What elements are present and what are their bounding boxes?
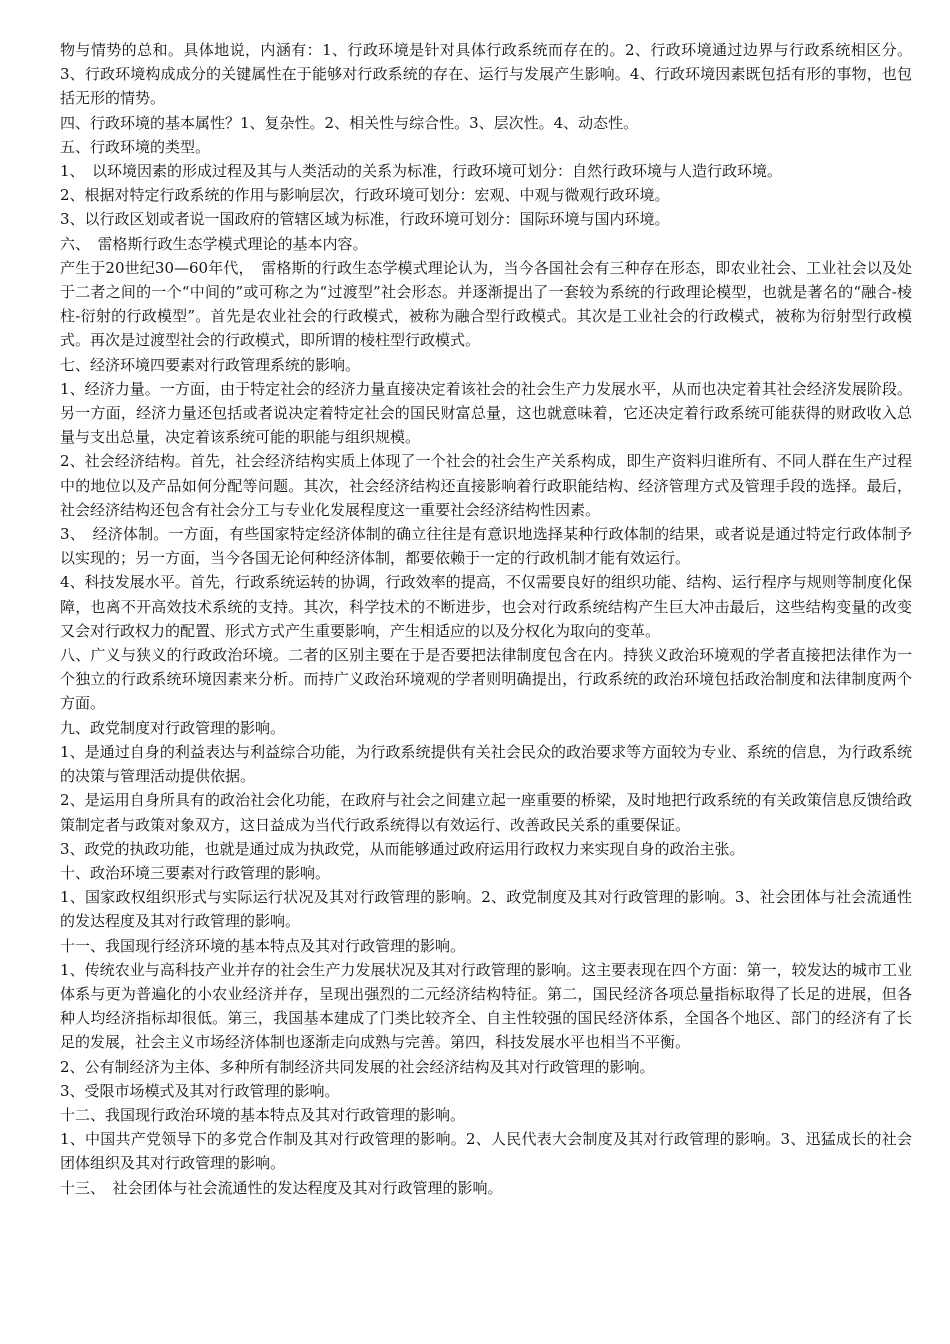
paragraph-env-definition-continued: 物与情势的总和。具体地说，内涵有：1、行政环境是针对具体行政系统而存在的。2、行政环境通过边界与行政系统相区分。3、行政环境构成成分的关键属性在于能够对行政系统的存在、运行与发展产生影响。4、行政环境因素既包括有形的事物，也包括无形的情势。	[60, 41, 912, 108]
heading-section-10: 十、政治环境三要素对行政管理的影响。	[60, 863, 331, 882]
document-page	[60, 38, 912, 1200]
heading-section-5: 五、行政环境的类型。	[60, 137, 211, 156]
paragraph-section-12: 1、中国共产党领导下的多党合作制及其对行政管理的影响。2、人民代表大会制度及其对行政管理的影响。3、迅猛成长的社会团体组织及其对行政管理的影响。	[60, 1130, 912, 1173]
list-item-11-1: 1、传统农业与高科技产业并存的社会生产力发展状况及其对行政管理的影响。这主要表现在四个方面：第一，较发达的城市工业体系与更为普遍化的小农业经济并存，呈现出强烈的二元经济结构特征。第二，国民经济各项总量指标取得了长足的进展，但各种人均经济指标却很低。第三，我国基本建成了门类比较齐全、自主性较强的国民经济体系，全国各个地区、部门的经济有了长足的发展，社会主义市场经济体制也逐渐走向成熟与完善。第四，科技发展水平也相当不平衡。	[60, 960, 912, 1052]
list-item-5-3: 3、以行政区划或者说一国政府的管辖区域为标准，行政环境可划分：国际环境与国内环境。	[60, 210, 670, 229]
list-item-7-4: 4、科技发展水平。首先，行政系统运转的协调，行政效率的提高，不仅需要良好的组织功能、结构、运行程序与规则等制度化保障，也离不开高效技术系统的支持。其次，科学技术的不断进步，也会对行政系统结构产生巨大冲击最后，这些结构变量的改变又会对行政权力的配置、形式方式产生重要影响，产生相适应的以及分权化为取向的变革。	[60, 573, 912, 640]
heading-section-12: 十二、我国现行政治环境的基本特点及其对行政管理的影响。	[60, 1105, 466, 1124]
list-item-5-1: 1、 以环境因素的形成过程及其与人类活动的关系为标准，行政环境可划分：自然行政环境与人造行政环境。	[60, 162, 783, 181]
list-item-9-3: 3、政党的执政功能，也就是通过成为执政党，从而能够通过政府运用行政权力来实现自身的政治主张。	[60, 839, 745, 858]
list-item-9-2: 2、是运用自身所具有的政治社会化功能，在政府与社会之间建立起一座重要的桥梁，及时地把行政系统的有关政策信息反馈给政策制定者与政策对象双方，这日益成为当代行政系统得以有效运行、改善政民关系的重要保证。	[60, 791, 912, 834]
paragraph-section-8: 八、广义与狭义的行政政治环境。二者的区别主要在于是否要把法律制度包含在内。持狭义政治环境观的学者直接把法律作为一个独立的行政系统环境因素来分析。而持广义政治环境观的学者则明确提出，行政系统的政治环境包括政治制度和法律制度两个方面。	[60, 646, 912, 713]
list-item-7-2: 2、社会经济结构。首先，社会经济结构实质上体现了一个社会的社会生产关系构成，即生产资料归谁所有、不同人群在生产过程中的地位以及产品如何分配等问题。其次，社会经济结构还直接影响着行政职能结构、经济管理方式及管理手段的选择。最后，社会经济结构还包含有社会分工与专业化发展程度这一重要社会经济结构性因素。	[60, 452, 912, 519]
heading-section-7: 七、经济环境四要素对行政管理系统的影响。	[60, 355, 361, 374]
heading-section-6: 六、 雷格斯行政生态学模式理论的基本内容。	[60, 234, 368, 253]
heading-section-13: 十三、 社会团体与社会流通性的发达程度及其对行政管理的影响。	[60, 1178, 503, 1197]
list-item-7-3: 3、 经济体制。一方面，有些国家特定经济体制的确立往往是有意识地选择某种行政体制的结果，或者说是通过特定行政体制予以实现的；另一方面，当今各国无论何种经济体制，都要依赖于一定的行政机制才能有效运行。	[60, 525, 912, 568]
list-item-5-2: 2、根据对特定行政系统的作用与影响层次，行政环境可划分：宏观、中观与微观行政环境。	[60, 186, 670, 205]
heading-section-11: 十一、我国现行经济环境的基本特点及其对行政管理的影响。	[60, 936, 466, 955]
list-item-11-2: 2、公有制经济为主体、多种所有制经济共同发展的社会经济结构及其对行政管理的影响。	[60, 1057, 655, 1076]
heading-section-4: 四、行政环境的基本属性？1、复杂性。2、相关性与综合性。3、层次性。4、动态性。	[60, 113, 639, 132]
paragraph-section-6: 产生于20世纪30—60年代， 雷格斯的行政生态学模式理论认为，当今各国社会有三种存在形态，即农业社会、工业社会以及处于二者之间的一个“中间的”或可称之为“过渡型”社会形态。并逐渐提出了一套较为系统的行政理论模型，也就是著名的“融合-棱柱-衍射的行政模型”。首先是农业社会的行政模式，被称为融合型行政模式。其次是工业社会的行政模式，被称为衍射型行政模式。再次是过渡型社会的行政模式，即所谓的棱柱型行政模式。	[60, 258, 912, 350]
paragraph-section-10: 1、国家政权组织形式与实际运行状况及其对行政管理的影响。2、政党制度及其对行政管理的影响。3、社会团体与社会流通性的发达程度及其对行政管理的影响。	[60, 888, 912, 931]
list-item-11-3: 3、受限市场模式及其对行政管理的影响。	[60, 1081, 340, 1100]
list-item-9-1: 1、是通过自身的利益表达与利益综合功能，为行政系统提供有关社会民众的政治要求等方面较为专业、系统的信息，为行政系统的决策与管理活动提供依据。	[60, 742, 912, 786]
list-item-7-1: 1、经济力量。一方面，由于特定社会的经济力量直接决定着该社会的社会生产力发展水平，从而也决定着其社会经济发展阶段。另一方面，经济力量还包括或者说决定着特定社会的国民财富总量，这也就意味着，它还决定着行政系统可能获得的财政收入总量与支出总量，决定着该系统可能的职能与组织规模。	[60, 379, 912, 447]
heading-section-9: 九、政党制度对行政管理的影响。	[60, 718, 286, 737]
